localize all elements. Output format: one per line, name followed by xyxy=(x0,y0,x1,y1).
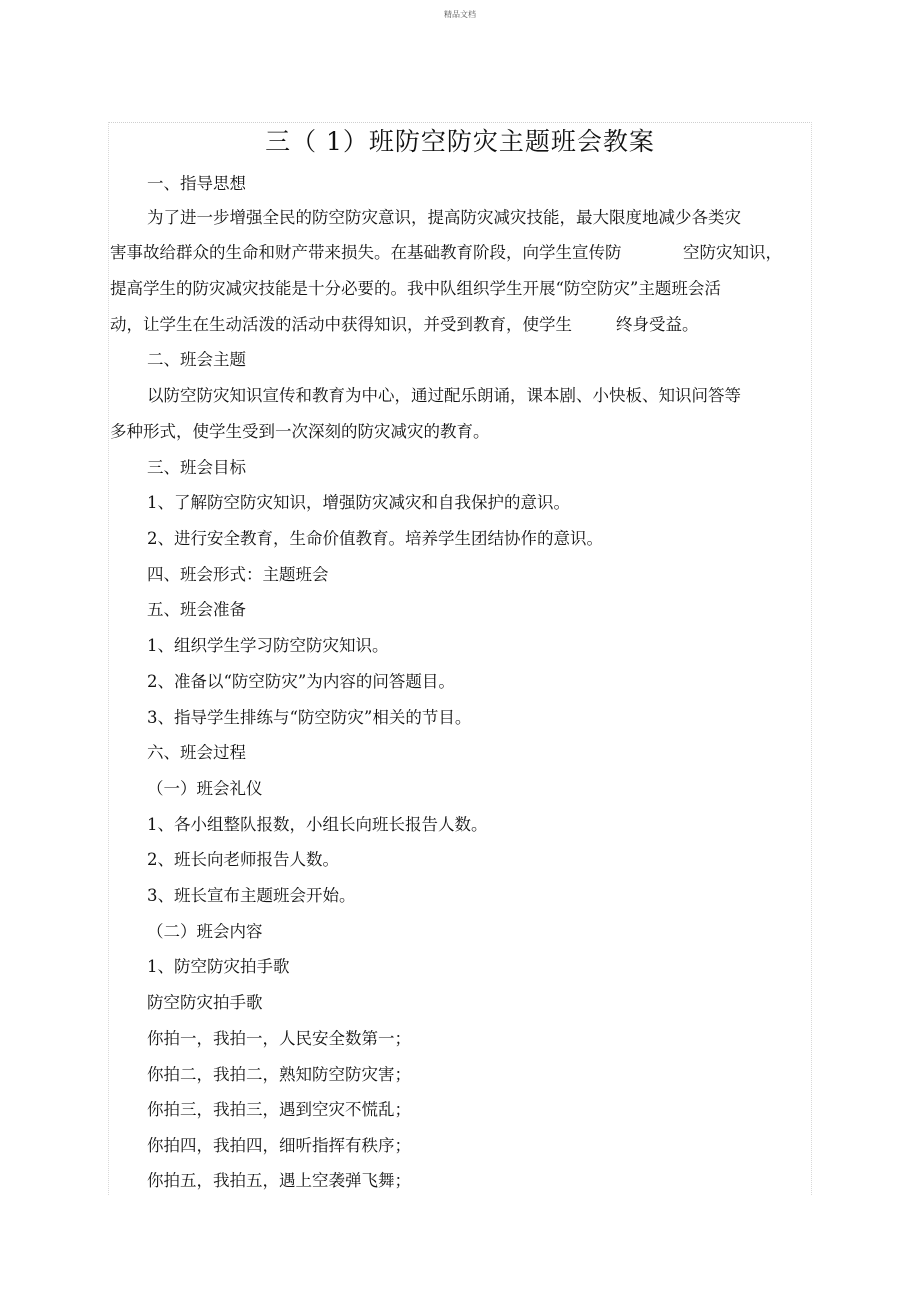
section-heading-5: 五、班会准备 xyxy=(147,600,246,619)
song-line: 你拍五，我拍五，遇上空袭弹飞舞； xyxy=(147,1171,411,1190)
section-heading-1: 一、指导思想 xyxy=(147,174,246,193)
list-item: 3、班长宣布主题班会开始。 xyxy=(147,886,356,905)
paragraph-line: 提高学生的防灾减灾技能是十分必要的。我中队组织学生开展“防空防灾”主题班会活 xyxy=(110,279,721,298)
paragraph-text: 终身受益。 xyxy=(616,315,699,334)
paragraph-line xyxy=(110,313,699,337)
list-item: 1、组织学生学习防空防灾知识。 xyxy=(147,636,389,655)
paragraph-line xyxy=(110,241,782,265)
list-item: 2、进行安全教育，生命价值教育。培养学生团结协作的意识。 xyxy=(147,529,603,548)
paragraph-line: 多种形式，使学生受到一次深刻的防灾减灾的教育。 xyxy=(110,422,490,441)
song-line: 你拍四，我拍四，细听指挥有秩序； xyxy=(147,1136,411,1155)
list-item: 3、指导学生排练与“防空防灾”相关的节目。 xyxy=(147,708,472,727)
subsection-heading: （一）班会礼仪 xyxy=(147,779,263,798)
paragraph-text: 害事故给群众的生命和财产带来损失。在基础教育阶段，向学生宣传防 xyxy=(110,243,622,262)
list-item: 2、准备以“防空防灾”为内容的问答题目。 xyxy=(147,672,455,691)
list-item: 1、防空防灾拍手歌 xyxy=(147,957,290,976)
paragraph-text: 动，让学生在生动活泼的活动中获得知识，并受到教育，使学生 xyxy=(110,315,572,334)
list-item: 1、了解防空防灾知识，增强防灾减灾和自我保护的意识。 xyxy=(147,493,570,512)
paragraph-line: 以防空防灾知识宣传和教育为中心，通过配乐朗诵，课本剧、小快板、知识问答等 xyxy=(147,386,741,405)
header-watermark: 精品文档 xyxy=(444,10,476,19)
paragraph-line: 为了进一步增强全民的防空防灾意识，提高防灾减灾技能，最大限度地减少各类灾 xyxy=(147,208,741,227)
song-line: 你拍一，我拍一，人民安全数第一； xyxy=(147,1029,411,1048)
section-heading-4: 四、班会形式：主题班会 xyxy=(147,565,329,584)
section-heading-3: 三、班会目标 xyxy=(147,458,246,477)
document-title: 三（ 1）班防空防灾主题班会教案 xyxy=(265,127,655,156)
song-line: 你拍三，我拍三，遇到空灾不慌乱； xyxy=(147,1100,411,1119)
song-title: 防空防灾拍手歌 xyxy=(147,993,263,1012)
list-item: 1、各小组整队报数，小组长向班长报告人数。 xyxy=(147,815,488,834)
paragraph-text: 空防灾知识， xyxy=(683,243,782,262)
song-line: 你拍二，我拍二，熟知防空防灾害； xyxy=(147,1065,411,1084)
list-item: 2、班长向老师报告人数。 xyxy=(147,850,339,869)
section-heading-2: 二、班会主题 xyxy=(147,350,246,369)
subsection-heading: （二）班会内容 xyxy=(147,922,263,941)
section-heading-6: 六、班会过程 xyxy=(147,743,246,762)
